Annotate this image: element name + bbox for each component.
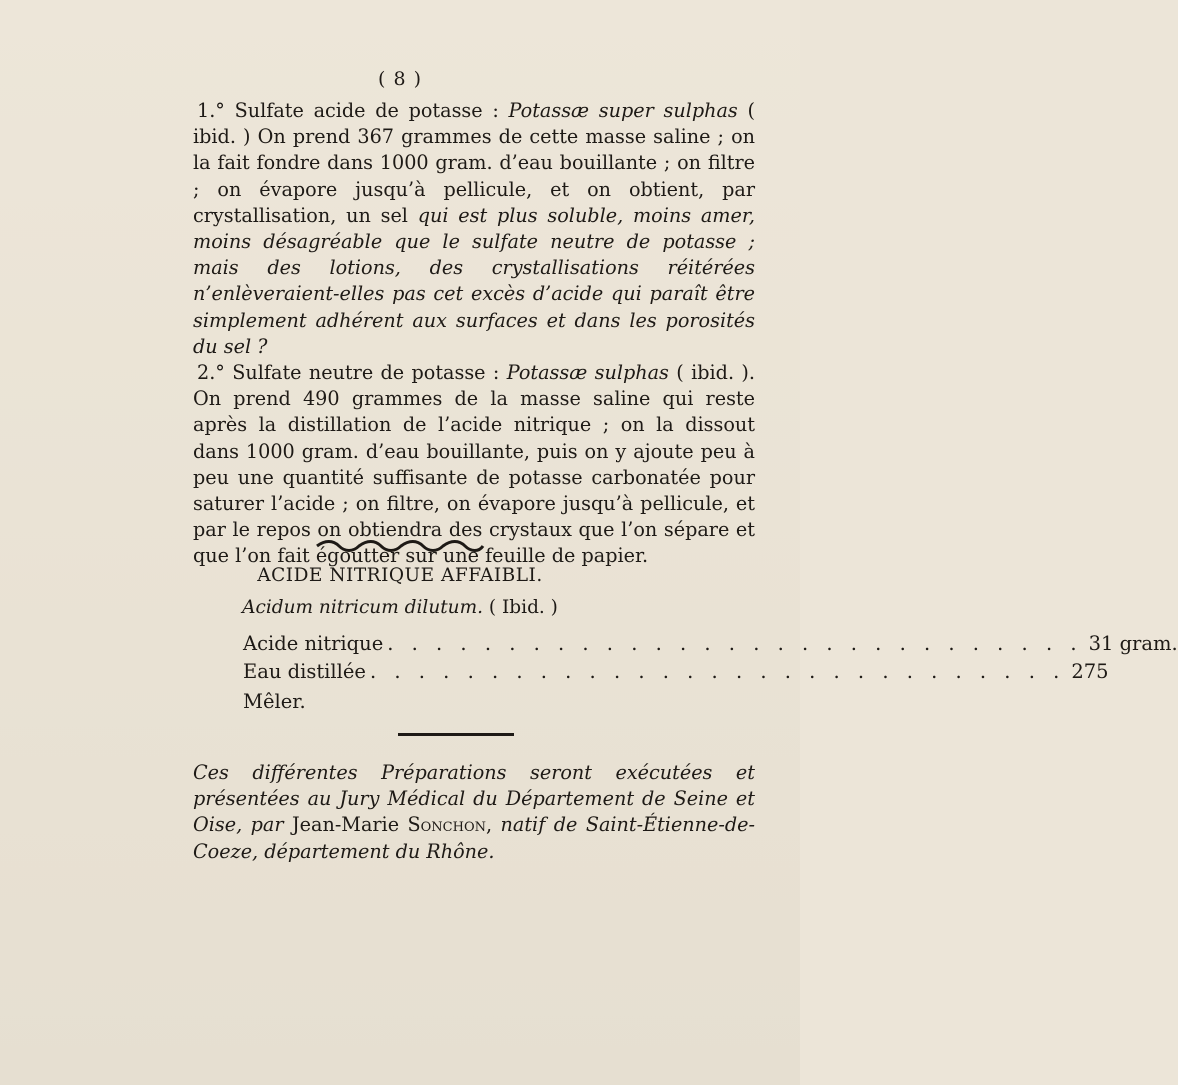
recipe-instruction: Mêler.	[243, 690, 306, 713]
horizontal-rule	[398, 733, 514, 736]
para1-text: On prend 367 grammes de cette masse saline ; on la fait fondre dans 1000 gram. d’eau bouillante ; on filtre ; on évapore jusqu’à pellicule, et on obtient, par crystallisation, un sel	[193, 125, 755, 227]
page-number: ( 8 )	[378, 68, 422, 90]
para1-title: Sulfate acide de potasse :	[234, 99, 499, 122]
para2-title: Sulfate neutre de potasse :	[232, 361, 500, 385]
para1-italic: qui est plus soluble, moins amer, moins désagréable que le sulfate neutre de potasse ; mais des lotions, des crystallisations réitérées n’enlèveraient-elles pas cet excès d’acide qui paraît être simplement adhérent aux surfaces et dans les porosités du sel ?	[193, 203, 755, 358]
paragraph-sulfate-acide	[193, 98, 755, 360]
recipe-subheading	[0, 597, 800, 618]
leader-dots: . . . . . . . . . . . . . . . . . . . . . . . . . . . . .	[387, 632, 1083, 655]
ingredient-quantity: 275	[1071, 660, 1109, 683]
ingredient-quantity: 31 gram.	[1088, 632, 1178, 655]
closing-italic-2: natif de Saint-Étienne-de-Coeze, département du Rhône.	[193, 813, 755, 863]
para2-number: 2.°	[197, 361, 225, 385]
para1-ref: ( ibid. )	[193, 99, 755, 149]
author-last-name: Sonchon	[407, 813, 486, 837]
ingredient-name: Acide nitrique	[243, 632, 384, 655]
para1-latin: Potassæ super sulphas	[508, 99, 738, 122]
para2-text: On prend 490 grammes de la masse saline qui reste après la distillation de l’acide nitrique ; on la dissout dans 1000 gram. d’eau bouillante, puis on y ajoute peu à peu une quantité suffisante de potasse carbonatée pour saturer l’acide ; on filtre, on évapore jusqu’à pellicule, et par le repos on obtiendra des crystaux que l’on sépare et que l’on fait égoutter sur une feuille de papier.	[193, 387, 755, 568]
para2-ref: ( ibid. ).	[676, 361, 755, 385]
recipe-heading: ACIDE NITRIQUE AFFAIBLI.	[257, 565, 543, 586]
author-first-name: Jean-Marie	[291, 813, 400, 837]
ornament-divider	[0, 538, 800, 557]
main-text	[193, 98, 755, 570]
para2-latin: Potassæ sulphas	[506, 361, 669, 385]
leader-dots: . . . . . . . . . . . . . . . . . . . . . . . . . . . . .	[369, 660, 1066, 683]
closing-statement: Ces différentes Préparations seront exécutées et présentées au Jury Médical du Département de Seine et Oise, par Jean-Marie Sonchon, natif de Saint-Étienne-de-Coeze, département du Rhône.	[193, 761, 755, 863]
wave-ornament-icon	[315, 539, 485, 553]
recipe-ref: ( Ibid. )	[488, 597, 558, 618]
recipe-row	[243, 632, 1178, 655]
recipe-latin: Acidum nitricum dilutum.	[242, 597, 484, 618]
closing-italic-1: Ces différentes Préparations seront exécutées et présentées au Jury Médical du Département de Seine et Oise, par	[193, 761, 755, 837]
recipe-row	[243, 660, 1109, 683]
ingredient-name: Eau distillée	[243, 660, 366, 683]
para1-number: 1.°	[197, 99, 225, 122]
